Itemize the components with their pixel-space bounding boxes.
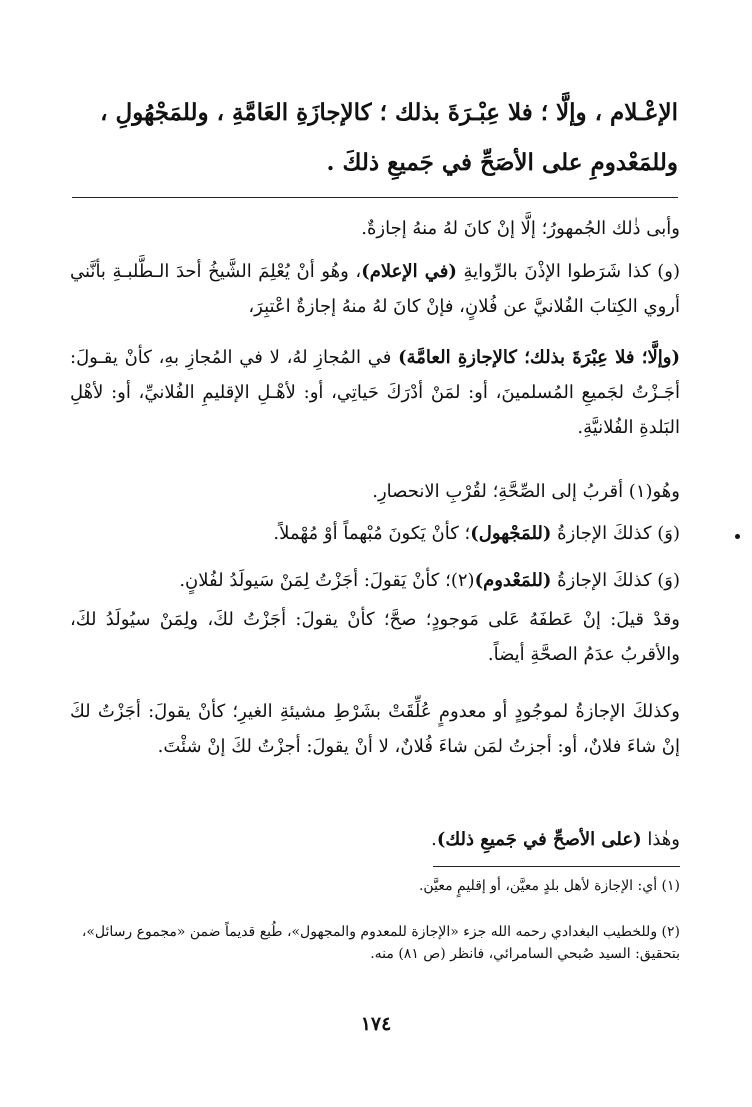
footnote-divider <box>433 866 680 867</box>
paragraph-3 <box>70 340 680 445</box>
paragraph-3-rest: في المُجازِ لهُ، لا في المُجازِ بهِ، كأنْ يقـولَ: أجَـزْتُ لجَميعِ المُسلمينَ، أو: لمَنْ أدْرَكَ حَياتِي، أو: لأهْـلِ الإقليمِ الفُلانيِّ، أو: لأهْلِ البَلدةِ الفُلانيَّةِ. <box>70 347 680 438</box>
margin-mark <box>735 534 740 539</box>
paragraph-6-open: (وَ) كذلكَ الإجازةُ <box>551 570 680 591</box>
paragraph-9-bold: (على الأصحِّ في جَميعِ ذلك) <box>436 829 642 850</box>
matn-text <box>72 88 678 188</box>
matn-line-2: وللمَعْدومِ على الأصَحِّ في جَميعِ ذلكَ . <box>326 149 678 176</box>
paragraph-6-bold: (للمَعْدوم) <box>474 570 552 591</box>
paragraph-9 <box>70 822 680 857</box>
page-number: ١٧٤ <box>360 1013 392 1035</box>
paragraph-2-rest: ، وهُو أنْ يُعْلِمَ الشَّيخُ أحدَ الـطَّلبـةِ بأنَّني أروي الكِتابَ الفُلانيَّ عن فُلانٍ، فإنْ كانَ لهُ منهُ إجازةٌ اعْتبِرَ، <box>70 261 680 317</box>
paragraph-2 <box>70 254 680 324</box>
paragraph-3-bold: (وإلَّا؛ فلا عِبْرَةَ بذلك؛ كالإجازةِ العامَّة) <box>398 347 680 368</box>
paragraph-8: وكذلكَ الإجازةُ لموجُودٍ أو معدومٍ عُلِّقَتْ بشَرْطِ مشيئةِ الغيرِ؛ كأنْ يقولَ: أجَزْتُ لكَ إنْ شاءَ فلانٌ، أو: أجزتُ لمَن شاءَ فُلانٌ، لا أنْ يقولَ: أجزْتُ لكَ إنْ شئْتَ. <box>70 701 680 757</box>
paragraph-6-rest: (٢)؛ كأنْ يَقولَ: أجَزْتُ لِمَنْ سَيولَدُ لفُلانٍ. <box>179 570 475 591</box>
paragraph-4: وهُو(١) أقربُ إلى الصِّحَّةِ؛ لقُرْبِ الانحصارِ. <box>372 481 680 502</box>
paragraph-9-open: وهٰذا <box>641 829 680 850</box>
paragraph-2-open: (و) كذا شَرَطوا الإذْنَ بالرِّوايةِ <box>456 261 680 282</box>
paragraph-2-bold: (في الإعلام) <box>361 261 457 282</box>
paragraph-9-rest: . <box>431 829 437 850</box>
paragraph-5-bold: (للمَجْهول) <box>470 523 552 544</box>
paragraph-5-rest: ؛ كأنْ يَكونَ مُبْهماً أوْ مُهْملاً. <box>273 523 471 544</box>
footnote-2: (٢) وللخطيب البغدادي رحمه الله جزء «الإجازة للمعدوم والمجهول»، طُبع قديماً ضمن «مجموع رسائل»، بتحقيق: السيد صُبحي السامرائي، فانظر (ص ٨١) منه. <box>81 924 680 962</box>
divider-rule <box>72 197 678 198</box>
paragraph-5 <box>70 516 680 551</box>
matn-line-1: الإعْـلام ، وإلَّا ؛ فلا عِبْـرَةَ بذلك ؛ كالإجازَةِ العَامَّةِ ، وللمَجْهُولِ ، <box>100 99 678 126</box>
paragraph-6 <box>70 563 680 598</box>
paragraph-1: وأبى ذٰلك الجُمهورُ؛ إلَّا إنْ كانَ لهُ منهُ إجازةٌ. <box>361 218 680 239</box>
footnote-1: (١) أي: الإجازة لأهل بلدٍ معيَّن، أو إقليمٍ معيَّن. <box>418 878 680 894</box>
paragraph-5-open: (وَ) كذلكَ الإجازةُ <box>551 523 680 544</box>
paragraph-7: وقدْ قيلَ: إنْ عَطفَهُ عَلى مَوجودٍ؛ صحَّ؛ كأنْ يقولَ: أجَزْتُ لكَ، ولِمَنْ سيُولَدُ لكَ، والأقربُ عدَمُ الصحَّةِ أيضاً. <box>70 609 680 665</box>
